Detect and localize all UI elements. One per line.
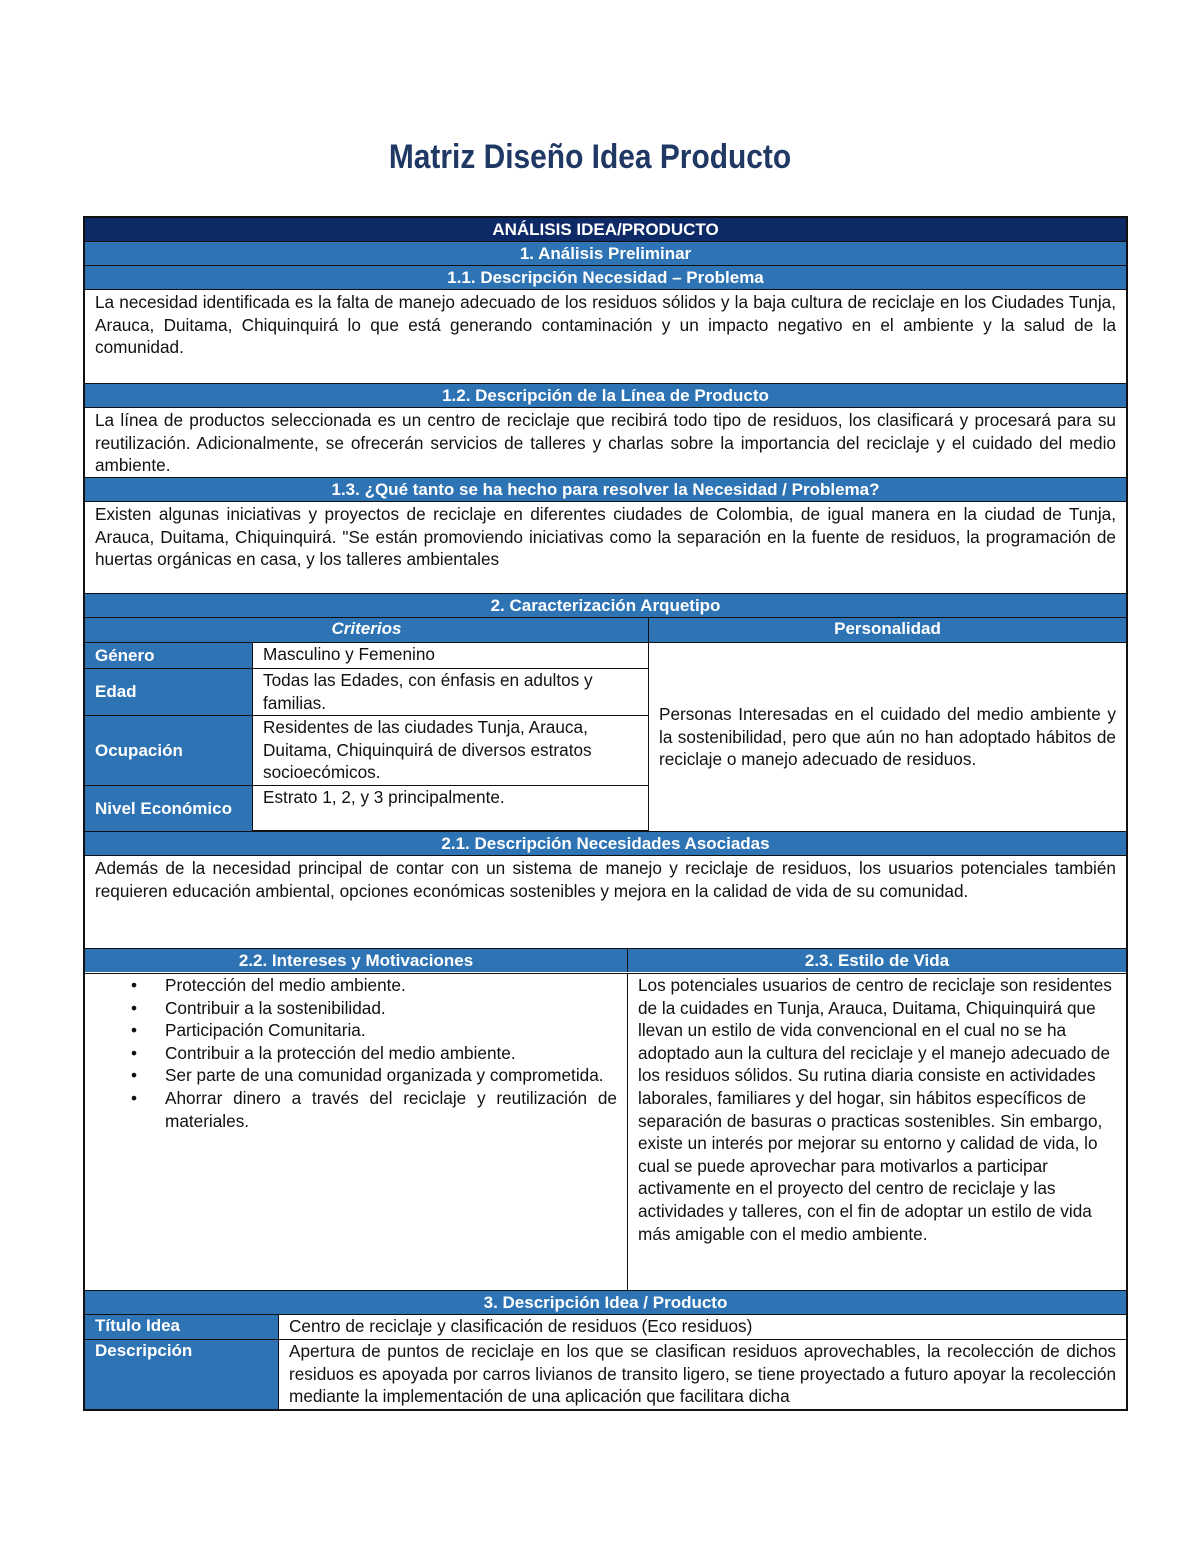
page-title: Matriz Diseño Idea Producto	[388, 138, 792, 176]
descripcion-value: Apertura de puntos de reciclaje en los que se clasifican residuos aprovechables, la recolección de dichos residuos es apoyada por carros livianos de transito ligero, se tiene proyectado a futuro apoyar la recolección mediante la implementación de una aplicación que facilitara dicha	[278, 1340, 1126, 1409]
criteria-label: Nivel Económico	[85, 786, 252, 831]
section-1-3-text: Existen algunas iniciativas y proyectos de reciclaje en diferentes ciudades de Colombia, de igual manera en la ciudad de Tunja, Arauca, Duitama, Chiquinquirá. "Se están promoviendo iniciativas como la separación en la fuente de residuos, la programación de huertas orgánicas en casa, y los talleres ambientales	[85, 502, 1126, 594]
personalidad-text	[648, 643, 1126, 831]
descripcion-label: Descripción	[85, 1340, 278, 1409]
section-1-header: 1. Análisis Preliminar	[85, 242, 1126, 266]
personalidad-value: Personas Interesadas en el cuidado del medio ambiente y la sostenibilidad, pero que aún no han adoptado hábitos de reciclaje o manejo adecuado de residuos.	[659, 704, 1116, 770]
section-1-2-text: La línea de productos seleccionada es un centro de reciclaje que recibirá todo tipo de residuos, los clasificará y procesará para su reutilización. Adicionalmente, se ofrecerán servicios de talleres y charlas sobre la importancia del reciclaje y el cuidado del medio ambiente.	[85, 408, 1126, 478]
criteria-row-genero	[85, 643, 648, 669]
list-item: • Ser parte de una comunidad organizada y comprometida.	[165, 1064, 617, 1087]
section-2-1-header: 2.1. Descripción Necesidades Asociadas	[85, 832, 1126, 856]
criterios-header: Criterios	[85, 618, 648, 642]
section-1-1-text: La necesidad identificada es la falta de manejo adecuado de los residuos sólidos y la baja cultura de reciclaje en los Ciudades Tunja, Arauca, Duitama, Chiquinquirá lo que está generando contaminación y un impacto negativo en el ambiente y la salud de la comunidad.	[85, 290, 1126, 384]
section-2-1-text: Además de la necesidad principal de contar con un sistema de manejo y reciclaje de residuos, los usuarios potenciales también requieren educación ambiental, opciones económicas sostenibles y mejora en la calidad de vida de su comunidad.	[85, 856, 1126, 949]
criteria-value: Estrato 1, 2, y 3 principalmente.	[252, 786, 648, 831]
criteria-row-edad	[85, 669, 648, 716]
list-item: • Contribuir a la sostenibilidad.	[165, 997, 617, 1020]
criteria-value: Todas las Edades, con énfasis en adultos y familias.	[252, 669, 648, 715]
intereses-cell	[85, 974, 627, 1290]
section-2-2-header: 2.2. Intereses y Motivaciones	[85, 949, 627, 972]
criteria-label: Edad	[85, 669, 252, 715]
list-item: • Protección del medio ambiente.	[165, 974, 617, 997]
archetype-column-headers	[85, 618, 1126, 643]
section-3-header: 3. Descripción Idea / Producto	[85, 1291, 1126, 1315]
titulo-idea-value: Centro de reciclaje y clasificación de residuos (Eco residuos)	[278, 1315, 1126, 1339]
list-item: • Contribuir a la protección del medio ambiente.	[165, 1042, 617, 1065]
analysis-matrix-table	[83, 216, 1128, 1411]
section-1-3-header: 1.3. ¿Qué tanto se ha hecho para resolver la Necesidad / Problema?	[85, 478, 1126, 502]
personalidad-header: Personalidad	[648, 618, 1126, 642]
descripcion-row	[85, 1340, 1126, 1409]
section-2-2-2-3-headers	[85, 949, 1126, 974]
criteria-value: Masculino y Femenino	[252, 643, 648, 668]
criteria-label: Género	[85, 643, 252, 668]
list-item: • Ahorrar dinero a través del reciclaje y reutilización de materiales.	[165, 1087, 617, 1132]
titulo-idea-row	[85, 1315, 1126, 1340]
criteria-value: Residentes de las ciudades Tunja, Arauca, Duitama, Chiquinquirá de diversos estratos socioecómicos.	[252, 716, 648, 785]
archetype-body	[85, 643, 1126, 832]
titulo-idea-label: Título Idea	[85, 1315, 278, 1339]
criteria-row-ocupacion	[85, 716, 648, 786]
estilo-de-vida-text: Los potenciales usuarios de centro de reciclaje son residentes de la cuidades en Tunja, Arauca, Duitama, Chiquinquirá que llevan un estilo de vida convencional en el cual no se ha adoptado aun la cultura del reciclaje y el manejo adecuado de los residuos sólidos. Su rutina diaria consiste en actividades laborales, familiares y del hogar, sin hábitos específicos de separación de basuras o practicas sostenibles. Sin embargo, existe un interés por mejorar su entorno y calidad de vida, lo cual se puede aprovechar para motivarlos a participar activamente en el proyecto del centro de reciclaje y las actividades y talleres, con el fin de adoptar un estilo de vida más amigable con el medio ambiente.	[627, 974, 1126, 1290]
list-item: • Participación Comunitaria.	[165, 1019, 617, 1042]
criteria-row-nivel-economico	[85, 786, 648, 831]
criteria-label: Ocupación	[85, 716, 252, 785]
section-2-3-header: 2.3. Estilo de Vida	[627, 949, 1126, 972]
intereses-list	[85, 974, 627, 1132]
table-header: ANÁLISIS IDEA/PRODUCTO	[85, 218, 1126, 242]
section-1-1-header: 1.1. Descripción Necesidad – Problema	[85, 266, 1126, 290]
section-2-header: 2. Caracterización Arquetipo	[85, 594, 1126, 618]
section-1-2-header: 1.2. Descripción de la Línea de Producto	[85, 384, 1126, 408]
section-2-2-2-3-body	[85, 974, 1126, 1291]
criteria-list	[85, 643, 648, 831]
